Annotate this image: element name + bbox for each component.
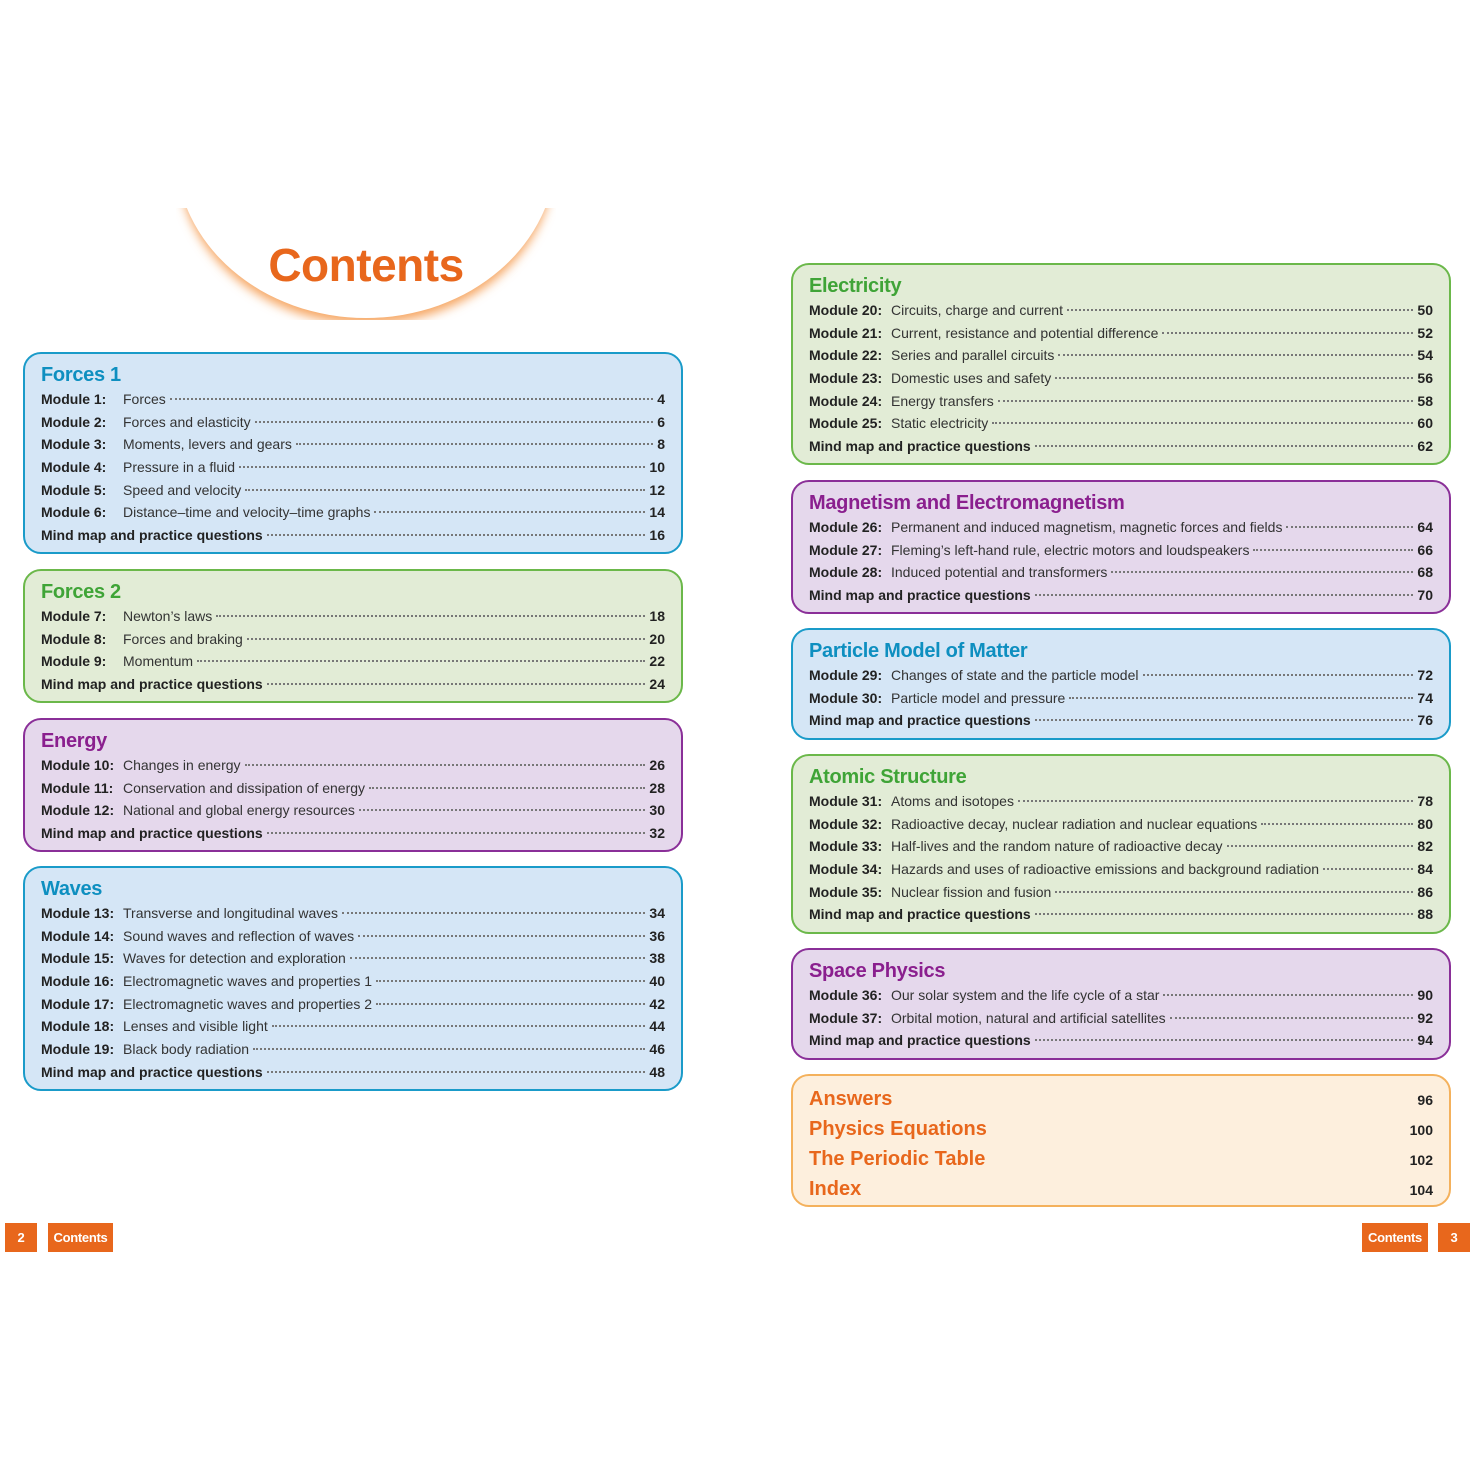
mind-map-row[interactable] (41, 1061, 665, 1084)
module-title: Forces (123, 391, 166, 407)
page-number: 88 (1417, 906, 1433, 923)
module-row[interactable] (809, 390, 1433, 413)
module-title: Half-lives and the random nature of radioactive decay (891, 838, 1223, 855)
page-number: 44 (649, 1018, 665, 1035)
dot-leader (245, 763, 646, 766)
mind-map-row[interactable] (41, 673, 665, 696)
contents-heading-badge (176, 208, 556, 320)
dot-leader (247, 637, 646, 640)
dot-leader (267, 1070, 646, 1073)
dot-leader (1035, 718, 1414, 721)
dot-leader (998, 399, 1414, 402)
mind-map-row[interactable] (809, 903, 1433, 926)
module-number: Module 6: (41, 504, 107, 521)
page-number: 90 (1417, 987, 1433, 1003)
dot-leader (992, 421, 1413, 424)
section-waves (23, 866, 683, 1091)
page-number: 64 (1417, 519, 1433, 535)
module-row[interactable] (809, 835, 1433, 858)
module-row[interactable] (809, 687, 1433, 710)
page-number: 82 (1417, 838, 1433, 855)
module-row[interactable] (41, 925, 665, 948)
module-row[interactable] (41, 777, 665, 800)
mind-map-row[interactable] (809, 435, 1433, 458)
page-number: 34 (649, 905, 665, 921)
module-row[interactable] (41, 388, 665, 411)
dot-leader (1163, 993, 1413, 996)
module-title: Induced potential and transformers (891, 564, 1108, 581)
page-number: 68 (1417, 564, 1433, 581)
dot-leader (1035, 1038, 1414, 1041)
module-number: Module 11: (41, 779, 114, 796)
mind-map-row[interactable] (809, 584, 1433, 607)
appendix-label: Physics Equations (809, 1118, 987, 1140)
module-row[interactable] (809, 412, 1433, 435)
module-number: Module 28: (809, 564, 883, 581)
page-number: 42 (649, 995, 665, 1012)
page-number: 54 (1417, 347, 1433, 364)
page-number: 78 (1417, 793, 1433, 809)
module-title: Static electricity (891, 415, 989, 432)
mind-map-row[interactable] (809, 1029, 1433, 1052)
module-number: Module 13: (41, 905, 115, 921)
module-number: Module 36: (809, 987, 883, 1003)
module-row[interactable] (41, 993, 665, 1016)
module-number: Module 10: (41, 757, 115, 773)
appendix-label: Answers (809, 1088, 893, 1110)
module-row[interactable] (41, 456, 665, 479)
page-number: 6 (657, 413, 665, 430)
module-number: Module 19: (41, 1041, 115, 1058)
page-number: 96 (1417, 1092, 1433, 1108)
module-title: National and global energy resources (123, 802, 355, 819)
dot-leader (1069, 696, 1413, 699)
right-footer-label: Contents (1362, 1223, 1428, 1252)
page-number: 100 (1409, 1122, 1433, 1138)
dot-leader (296, 442, 653, 445)
dot-leader (1286, 525, 1413, 528)
module-title: Waves for detection and exploration (123, 950, 346, 967)
section-forces-1 (23, 352, 683, 554)
module-title: Black body radiation (123, 1041, 250, 1058)
section-appendices (791, 1074, 1451, 1207)
dot-leader (239, 465, 645, 468)
module-title: Speed and velocity (123, 481, 242, 498)
section-atomic-structure (791, 754, 1451, 934)
page-number: 24 (649, 676, 665, 693)
module-row[interactable] (809, 516, 1433, 539)
module-title: Sound waves and reflection of waves (123, 927, 355, 944)
right-page-number: 3 (1438, 1223, 1470, 1252)
module-number: Module 22: (809, 347, 883, 364)
module-number: Mind map and practice questions (809, 438, 1031, 455)
dot-leader (1055, 376, 1413, 379)
module-number: Module 25: (809, 415, 883, 432)
page-number: 14 (649, 504, 665, 521)
page-number: 56 (1417, 370, 1433, 387)
page-number: 84 (1417, 861, 1433, 878)
module-row[interactable] (41, 970, 665, 993)
module-title: Electromagnetic waves and properties 1 (123, 973, 373, 990)
page-number: 16 (649, 527, 665, 544)
dot-leader (374, 510, 645, 513)
module-number: Module 2: (41, 413, 107, 430)
module-number: Mind map and practice questions (41, 1063, 263, 1080)
module-row[interactable] (41, 501, 665, 524)
page-number: 12 (649, 481, 665, 498)
module-row[interactable] (41, 754, 665, 777)
page-number: 80 (1417, 815, 1433, 832)
module-title: Radioactive decay, nuclear radiation and nuclear equations (891, 815, 1258, 832)
module-row[interactable] (41, 605, 665, 628)
page-number: 70 (1417, 587, 1433, 604)
dot-leader (1067, 308, 1413, 311)
page-number: 72 (1417, 667, 1433, 683)
section-energy (23, 718, 683, 852)
dot-leader (1035, 912, 1414, 915)
module-title: Domestic uses and safety (891, 370, 1052, 387)
section-electricity (791, 263, 1451, 465)
module-number: Mind map and practice questions (809, 587, 1031, 604)
page-number: 102 (1409, 1152, 1433, 1168)
module-row[interactable] (809, 344, 1433, 367)
page-number: 22 (649, 653, 665, 670)
left-footer-label: Contents (48, 1223, 113, 1252)
dot-leader (1111, 570, 1413, 573)
module-title: Energy transfers (891, 392, 994, 409)
dot-leader (342, 911, 645, 914)
module-row[interactable] (809, 1007, 1433, 1030)
page-number: 46 (649, 1041, 665, 1058)
page-number: 36 (649, 927, 665, 944)
module-number: Module 15: (41, 950, 115, 967)
module-number: Mind map and practice questions (809, 1032, 1031, 1049)
page-number: 62 (1417, 438, 1433, 455)
page-number: 58 (1417, 392, 1433, 409)
module-title: Changes in energy (123, 757, 241, 773)
module-title: Forces and elasticity (123, 413, 251, 430)
page-number: 76 (1417, 712, 1433, 729)
page-title: Contents (268, 239, 464, 291)
dot-leader (1018, 799, 1413, 802)
page-number: 50 (1417, 302, 1433, 318)
module-row[interactable] (809, 367, 1433, 390)
module-title: Pressure in a fluid (123, 459, 236, 476)
mind-map-row[interactable] (41, 822, 665, 845)
module-title: Atoms and isotopes (891, 793, 1014, 809)
module-title: Forces and braking (123, 630, 243, 647)
dot-leader (358, 934, 645, 937)
page-number: 66 (1417, 541, 1433, 558)
module-number: Module 16: (41, 973, 115, 990)
dot-leader (255, 420, 654, 423)
page-number: 30 (649, 802, 665, 819)
module-row[interactable] (41, 411, 665, 434)
module-row[interactable] (41, 947, 665, 970)
mind-map-row[interactable] (41, 524, 665, 547)
section-title: Energy (41, 730, 108, 752)
page-number: 26 (649, 757, 665, 773)
dot-leader (376, 979, 645, 982)
module-number: Module 1: (41, 391, 107, 407)
module-number: Module 37: (809, 1009, 883, 1026)
module-number: Module 27: (809, 541, 883, 558)
module-number: Module 26: (809, 519, 883, 535)
dot-leader (1162, 331, 1413, 334)
dot-leader (216, 614, 645, 617)
module-number: Mind map and practice questions (41, 676, 263, 693)
page-number: 20 (649, 630, 665, 647)
dot-leader (1035, 593, 1414, 596)
appendix-row[interactable] (809, 1114, 1433, 1144)
module-number: Module 32: (809, 815, 883, 832)
module-title: Momentum (123, 653, 194, 670)
module-number: Module 21: (809, 324, 883, 341)
module-row[interactable] (809, 790, 1433, 813)
module-row[interactable] (41, 902, 665, 925)
page-number: 74 (1417, 689, 1433, 706)
module-number: Module 12: (41, 802, 115, 819)
section-forces-2 (23, 569, 683, 703)
module-number: Module 7: (41, 608, 107, 624)
module-row[interactable] (41, 479, 665, 502)
page-number: 28 (649, 779, 665, 796)
page-number: 86 (1417, 883, 1433, 900)
module-title: Orbital motion, natural and artificial satellites (891, 1009, 1166, 1026)
dot-leader (376, 1002, 645, 1005)
section-title: Waves (41, 878, 103, 900)
module-title: Changes of state and the particle model (891, 667, 1139, 683)
module-title: Hazards and uses of radioactive emissions and background radiation (891, 861, 1320, 878)
module-number: Module 4: (41, 459, 107, 476)
dot-leader (1143, 673, 1414, 676)
page-number: 4 (657, 391, 665, 407)
dot-leader (1170, 1016, 1414, 1019)
module-number: Module 31: (809, 793, 883, 809)
module-row[interactable] (809, 561, 1433, 584)
dot-leader (1261, 822, 1413, 825)
mind-map-row[interactable] (809, 709, 1433, 732)
module-number: Module 23: (809, 370, 883, 387)
module-row[interactable] (809, 881, 1433, 904)
module-row[interactable] (41, 1015, 665, 1038)
dot-leader (197, 659, 645, 662)
page-number: 94 (1417, 1032, 1433, 1049)
module-number: Module 35: (809, 883, 883, 900)
module-title: Distance–time and velocity–time graphs (123, 504, 371, 521)
page-number: 38 (649, 950, 665, 967)
module-row[interactable] (809, 664, 1433, 687)
dot-leader (1035, 444, 1414, 447)
page-number: 10 (649, 459, 665, 476)
section-title: Forces 2 (41, 581, 121, 603)
module-number: Mind map and practice questions (41, 527, 263, 544)
section-title: Magnetism and Electromagnetism (809, 492, 1125, 514)
module-row[interactable] (809, 858, 1433, 881)
module-title: Particle model and pressure (891, 689, 1066, 706)
module-number: Module 18: (41, 1018, 115, 1035)
module-number: Mind map and practice questions (41, 825, 263, 842)
left-page-number: 2 (5, 1223, 37, 1252)
module-number: Module 8: (41, 630, 107, 647)
module-row[interactable] (41, 650, 665, 673)
dot-leader (1323, 867, 1413, 870)
appendix-label: The Periodic Table (809, 1148, 986, 1170)
module-number: Module 20: (809, 302, 883, 318)
module-number: Module 33: (809, 838, 883, 855)
module-title: Newton’s laws (123, 608, 213, 624)
module-number: Mind map and practice questions (809, 906, 1031, 923)
page-number: 40 (649, 973, 665, 990)
module-title: Fleming’s left-hand rule, electric motors and loudspeakers (891, 541, 1250, 558)
page-number: 8 (657, 436, 665, 453)
dot-leader (369, 786, 645, 789)
module-row[interactable] (41, 628, 665, 651)
module-title: Series and parallel circuits (891, 347, 1055, 364)
page-number: 32 (649, 825, 665, 842)
module-title: Permanent and induced magnetism, magnetic forces and fields (891, 519, 1283, 535)
appendix-label: Index (809, 1178, 862, 1200)
page-number: 48 (649, 1063, 665, 1080)
module-title: Our solar system and the life cycle of a star (891, 987, 1160, 1003)
module-row[interactable] (41, 433, 665, 456)
section-particle-model (791, 628, 1451, 740)
module-number: Module 17: (41, 995, 115, 1012)
dot-leader (1253, 548, 1413, 551)
page-number: 104 (1409, 1182, 1433, 1198)
appendix-row[interactable] (809, 1144, 1433, 1174)
dot-leader (1227, 844, 1414, 847)
module-number: Module 3: (41, 436, 107, 453)
section-title: Forces 1 (41, 364, 121, 386)
module-number: Module 9: (41, 653, 107, 670)
page-number: 18 (649, 608, 665, 624)
module-title: Moments, levers and gears (123, 436, 292, 453)
section-magnetism (791, 480, 1451, 614)
section-title: Atomic Structure (809, 766, 967, 788)
module-title: Nuclear fission and fusion (891, 883, 1052, 900)
dot-leader (359, 808, 645, 811)
module-row[interactable] (809, 813, 1433, 836)
module-title: Lenses and visible light (123, 1018, 268, 1035)
module-number: Module 34: (809, 861, 883, 878)
page-number: 92 (1417, 1009, 1433, 1026)
dot-leader (253, 1047, 645, 1050)
module-row[interactable] (809, 539, 1433, 562)
dot-leader (272, 1024, 646, 1027)
module-title: Current, resistance and potential difference (891, 324, 1159, 341)
module-row[interactable] (809, 322, 1433, 345)
page-number: 52 (1417, 324, 1433, 341)
appendix-row[interactable] (809, 1084, 1433, 1114)
appendix-row[interactable] (809, 1174, 1433, 1204)
module-row[interactable] (809, 299, 1433, 322)
dot-leader (170, 397, 653, 400)
dot-leader (1058, 353, 1413, 356)
section-space-physics (791, 948, 1451, 1060)
page-number: 60 (1417, 415, 1433, 432)
module-title: Electromagnetic waves and properties 2 (123, 995, 373, 1012)
module-row[interactable] (41, 799, 665, 822)
right-page (738, 0, 1476, 1476)
dot-leader (245, 488, 645, 491)
module-row[interactable] (809, 984, 1433, 1007)
dot-leader (267, 831, 646, 834)
module-number: Module 14: (41, 927, 115, 944)
module-number: Module 5: (41, 481, 107, 498)
dot-leader (267, 533, 646, 536)
section-title: Particle Model of Matter (809, 640, 1028, 662)
dot-leader (350, 956, 646, 959)
module-title: Transverse and longitudinal waves (123, 905, 339, 921)
module-title: Circuits, charge and current (891, 302, 1063, 318)
module-title: Conservation and dissipation of energy (123, 779, 366, 796)
module-number: Module 29: (809, 667, 883, 683)
module-number: Module 30: (809, 689, 883, 706)
dot-leader (1055, 890, 1413, 893)
section-title: Electricity (809, 275, 902, 297)
module-row[interactable] (41, 1038, 665, 1061)
dot-leader (267, 682, 646, 685)
module-number: Mind map and practice questions (809, 712, 1031, 729)
module-number: Module 24: (809, 392, 883, 409)
section-title: Space Physics (809, 960, 946, 982)
